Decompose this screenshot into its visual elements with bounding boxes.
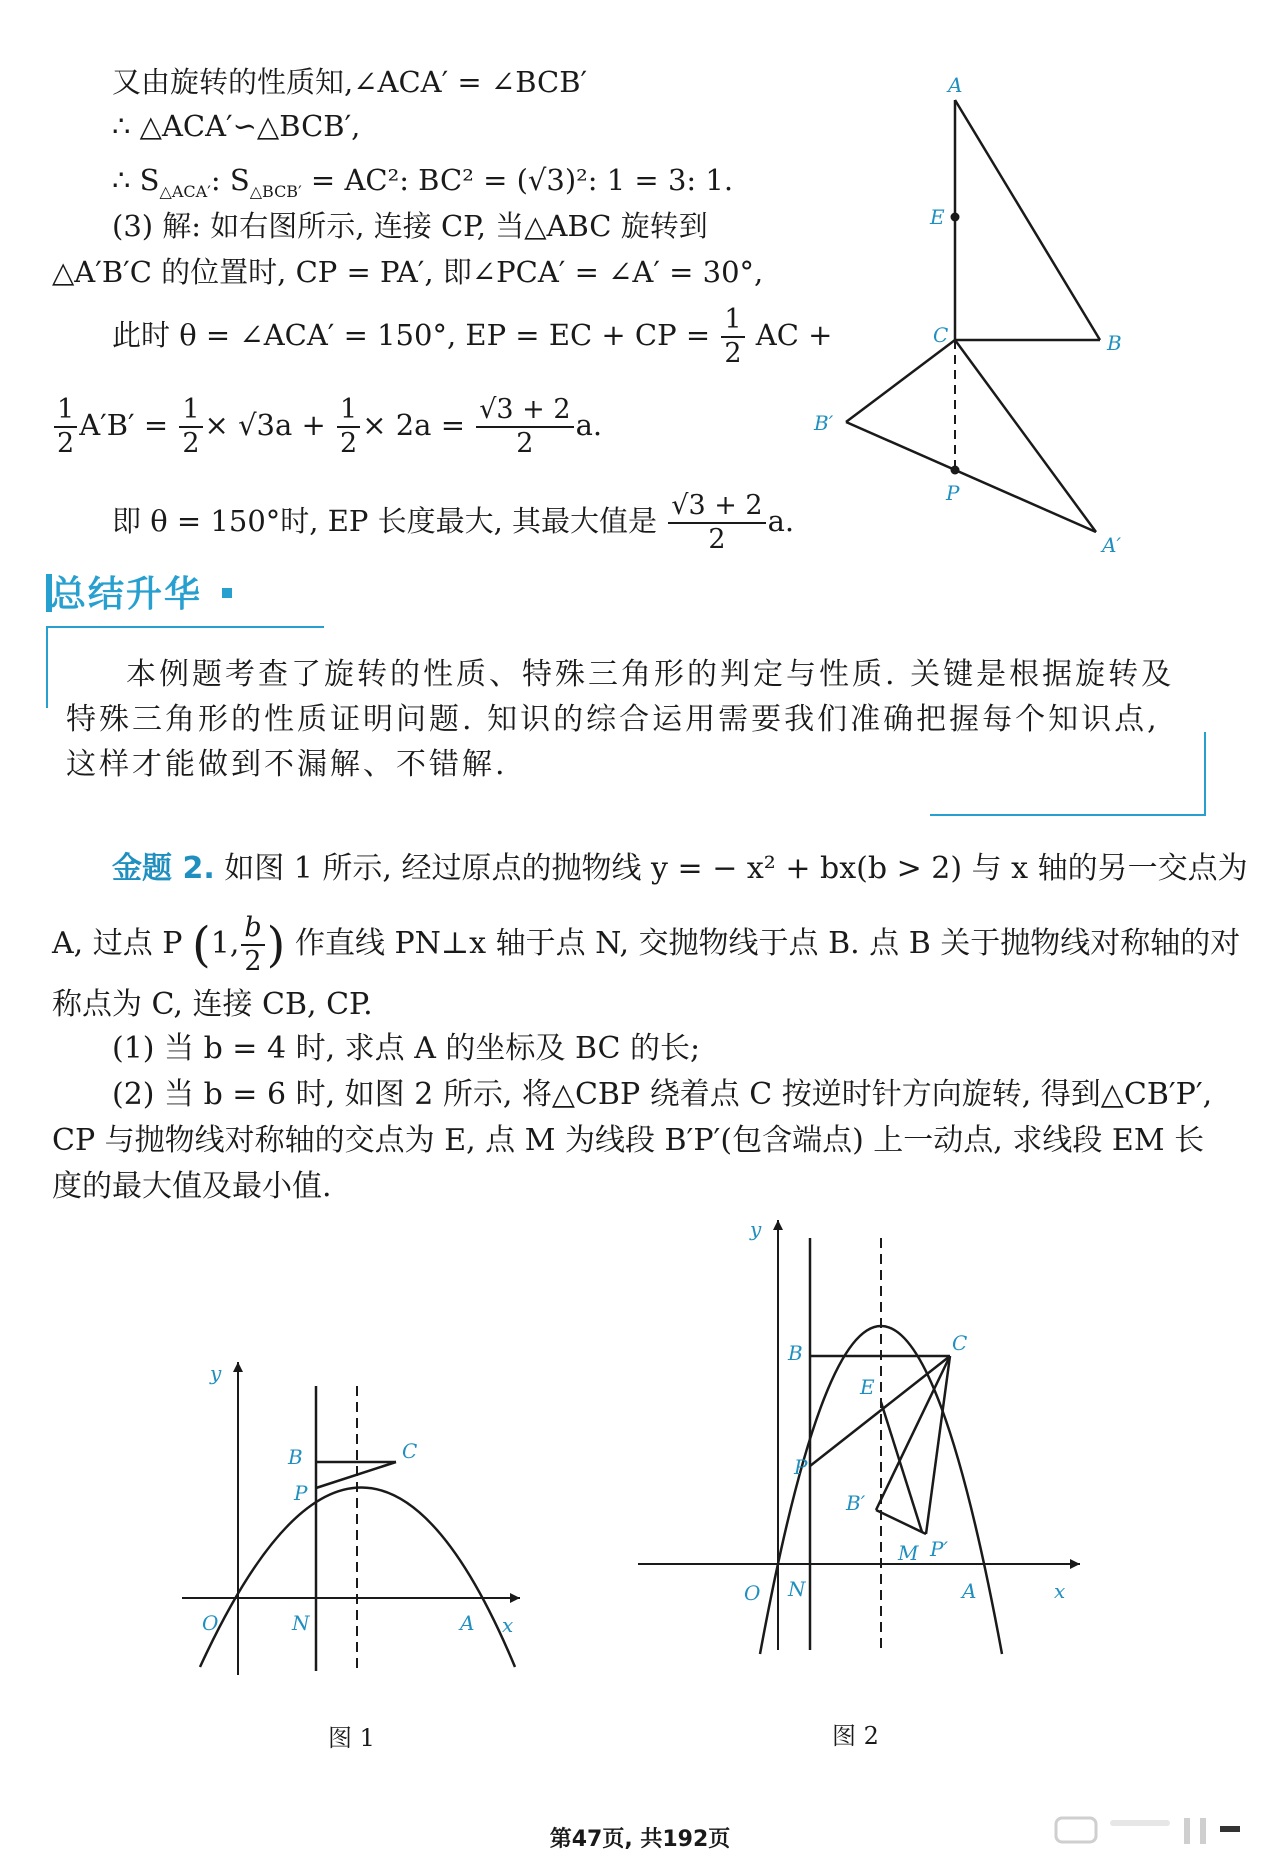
fraction-num: 1: [721, 304, 744, 338]
problem-line-3-text: 称点为 C, 连接 CB, CP.: [52, 987, 373, 1022]
area-symbol-1: ∴ S: [112, 163, 160, 197]
fraction-num: 1: [54, 394, 77, 428]
solution-line-7-c: × 2a =: [362, 408, 465, 442]
fraction-den: 2: [57, 428, 75, 459]
problem-part-2-line-1-text: (2) 当 b = 6 时, 如图 2 所示, 将△CBP 绕着点 C 按逆时针方向旋转, 得到△CB′P′,: [112, 1077, 1213, 1112]
fraction-num: b: [241, 912, 264, 946]
label-M: M: [898, 1541, 919, 1565]
label-O: O: [744, 1581, 761, 1605]
problem-part-2-line-2-text: CP 与抛物线对称轴的交点为 E, 点 M 为线段 B′P′(包含端点) 上一动点, 求线段 EM 长: [52, 1123, 1205, 1158]
rotation-figure: [800, 60, 1140, 560]
menu-icon[interactable]: [1220, 1826, 1240, 1832]
fraction-num: √3 + 2: [476, 394, 573, 428]
solution-line-6: [112, 304, 832, 370]
fraction-den: 2: [516, 428, 534, 459]
solution-line-7: [52, 394, 602, 460]
figure-1-caption: 图 1: [328, 1724, 375, 1752]
problem-part-2-line-3-text: 度的最大值及最小值.: [52, 1169, 332, 1204]
problem-line-2-a: A, 过点 P: [52, 926, 183, 961]
divider-icon: [1184, 1818, 1190, 1844]
label-B: B: [1107, 331, 1122, 355]
segment-EM: [881, 1402, 922, 1532]
solution-line-3: [112, 160, 733, 212]
solution-line-5-text: △A′B′C 的位置时, CP = PA′, 即∠PCA′ = ∠A′ = 30°,: [52, 255, 764, 289]
summary-right-rule: [1204, 732, 1206, 816]
figure-1: [170, 1340, 530, 1680]
label-A: A: [460, 1611, 475, 1635]
solution-line-7-b: × √3a +: [204, 408, 326, 442]
label-P-prime: P′: [930, 1537, 948, 1561]
solution-line-1-text: 又由旋转的性质知,∠ACA′ = ∠BCB′: [112, 65, 588, 99]
problem-part-2-line-3: [52, 1162, 332, 1212]
solution-line-2: [112, 106, 360, 146]
x-arrow-icon: [1070, 1559, 1080, 1569]
summary-left-rule: [46, 626, 48, 708]
solution-line-5: [52, 252, 763, 292]
label-y: y: [750, 1217, 762, 1241]
solution-line-8-tail: a.: [767, 504, 795, 538]
fraction-den: 2: [340, 428, 358, 459]
problem-line-1-text: 如图 1 所示, 经过原点的抛物线 y = − x² + bx(b > 2) 与 x 轴的另一交点为: [224, 851, 1248, 886]
solution-line-8-text: 即 θ = 150°时, EP 长度最大, 其最大值是: [112, 504, 658, 538]
fraction-den: 2: [182, 428, 200, 459]
segment-B-prime-A-prime: [846, 422, 1096, 532]
fraction-num: 1: [179, 394, 202, 428]
problem-line-2: A, 过点 P (1, $\frac{b}{2}$ ) 作直线 PN⊥x 轴于点 N, 交抛物线于点 B. 点 B 关于抛物线对称轴的对: [52, 912, 1241, 977]
label-C: C: [402, 1439, 418, 1463]
summary-title: 总结升华: [50, 574, 203, 615]
segment-CB-prime: [846, 340, 955, 422]
solution-line-4-text: (3) 解: 如右图所示, 连接 CP, 当△ABC 旋转到: [112, 209, 708, 243]
progress-track: [1110, 1820, 1170, 1826]
summary-top-rule: [46, 626, 324, 628]
label-E: E: [930, 205, 945, 229]
problem-line-3: [52, 980, 373, 1030]
solution-line-2-text: ∴ △ACA′∽△BCB′,: [112, 109, 361, 143]
label-B-prime: B′: [814, 411, 834, 435]
solution-line-7-d: a.: [575, 408, 603, 442]
area-subscript-1: △ACA′: [159, 181, 211, 201]
label-B-prime: B′: [846, 1491, 866, 1515]
y-arrow-icon: [773, 1220, 783, 1230]
solution-line-8: [112, 490, 794, 556]
label-P: P: [794, 1455, 808, 1479]
label-N: N: [292, 1611, 310, 1635]
label-A: A: [948, 73, 963, 97]
label-P: P: [294, 1481, 308, 1505]
solution-line-1: [112, 62, 587, 102]
solution-line-6-tail: AC +: [755, 318, 833, 352]
label-C: C: [952, 1331, 968, 1355]
problem-part-2-line-1: [112, 1070, 1212, 1120]
page-view-icon[interactable]: [1056, 1818, 1096, 1842]
area-ratio: = AC²: BC² = (√3)²: 1 = 3: 1.: [301, 163, 734, 197]
point-p-y-fraction: [241, 912, 264, 978]
summary-text: 本例题考查了旋转的性质、特殊三角形的判定与性质. 关键是根据旋转及特殊三角形的性质证明问题. 知识的综合运用需要我们准确把握每个知识点, 这样才能做到不漏解、不错解.: [66, 657, 1175, 782]
segment-CA-prime: [955, 340, 1096, 532]
fraction-result: [476, 394, 573, 460]
figure-2-caption: 图 2: [832, 1722, 879, 1750]
label-O: O: [202, 1611, 219, 1635]
label-x: x: [502, 1613, 514, 1637]
solution-line-6-text: 此时 θ = ∠ACA′ = 150°, EP = EC + CP =: [112, 318, 711, 352]
summary-accent-square: [222, 588, 232, 598]
x-arrow-icon: [510, 1593, 520, 1603]
fraction-num: √3 + 2: [668, 490, 765, 524]
label-y: y: [210, 1361, 222, 1385]
fraction-half: [721, 304, 744, 370]
fraction-num: 1: [337, 394, 360, 428]
problem-part-1-text: (1) 当 b = 4 时, 求点 A 的坐标及 BC 的长;: [112, 1031, 701, 1066]
area-symbol-2: : S: [210, 163, 250, 197]
label-P: P: [946, 481, 960, 505]
problem-line-1: [112, 844, 1248, 894]
problem-part-1: [112, 1024, 700, 1074]
viewer-controls[interactable]: [1050, 1812, 1250, 1852]
label-C: C: [933, 323, 949, 347]
solution-line-7-a: A′B′ =: [79, 408, 169, 442]
point-E-dot: [951, 213, 960, 222]
fraction-max: [668, 490, 765, 556]
fraction-half: [54, 394, 77, 460]
label-A-prime: A′: [1102, 533, 1121, 557]
point-P-dot: [951, 466, 960, 475]
problem-line-2-b: 作直线 PN⊥x 轴于点 N, 交抛物线于点 B. 点 B 关于抛物线对称轴的对: [294, 926, 1241, 961]
fraction-den: 2: [244, 946, 262, 977]
page-indicator: 第47页, 共192页: [549, 1827, 731, 1852]
point-p-x: 1,: [210, 926, 240, 961]
segment-AB: [955, 100, 1100, 340]
label-B: B: [288, 1445, 303, 1469]
label-A: A: [962, 1579, 977, 1603]
solution-line-4: [112, 206, 708, 246]
problem-label: 金题 2.: [112, 851, 215, 886]
fraction-den: 2: [724, 338, 742, 369]
area-subscript-2: △BCB′: [249, 181, 302, 201]
fraction-half: [179, 394, 202, 460]
label-N: N: [788, 1577, 806, 1601]
problem-part-2-line-2: [52, 1116, 1204, 1166]
label-E: E: [860, 1375, 875, 1399]
divider-icon: [1200, 1818, 1206, 1844]
label-x: x: [1054, 1579, 1066, 1603]
figure-2: [630, 1210, 1090, 1680]
fraction-half: [337, 394, 360, 460]
summary-bottom-rule: [930, 814, 1206, 816]
fraction-den: 2: [708, 524, 726, 555]
label-B: B: [788, 1341, 803, 1365]
y-arrow-icon: [233, 1362, 243, 1372]
